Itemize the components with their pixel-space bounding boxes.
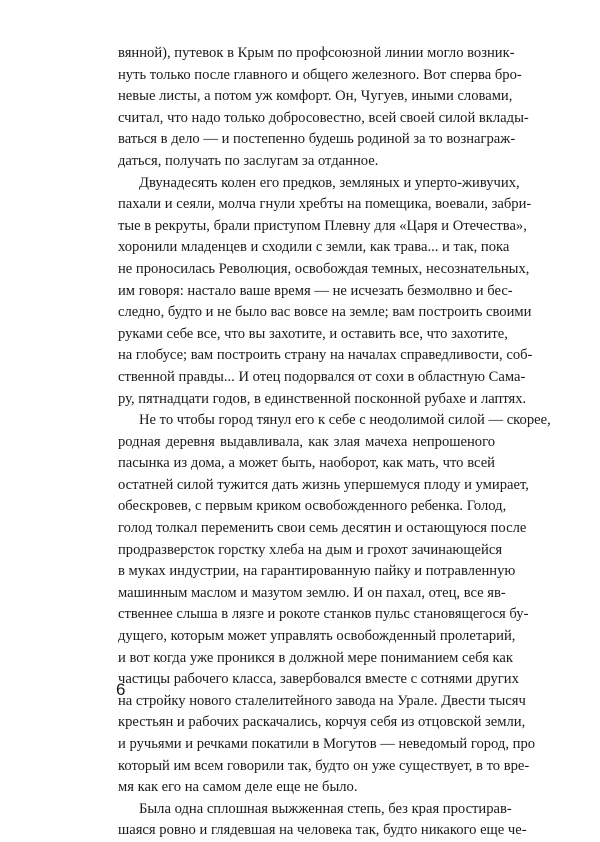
text-line: ру, пятнадцати годов, в единственной посконной рубахе и лаптях.	[118, 390, 527, 407]
text-line: руками себе все, что вы захотите, и оставить все, что захотите,	[118, 325, 508, 342]
text-line: даться, получать по заслугам за отданное.	[118, 152, 379, 169]
text-line: считал, что надо только добросовестно, всей своей силой вклады-	[118, 109, 529, 126]
text-line: следно, будто и не было вас вовсе на земле; вам построить своими	[118, 304, 532, 321]
text-line: Была одна сплошная выжженная степь, без края простирав-	[139, 800, 512, 817]
paragraph	[118, 410, 551, 799]
text-line: ственной правды... И отец подорвался от сохи в областную Сама-	[118, 368, 526, 385]
text-line: мя как его на самом деле еще не было.	[118, 779, 358, 796]
text-line: продразверсток горстку хлеба на дым и грохот зачинающейся	[118, 541, 503, 558]
text-line: и ручьями и речками покатили в Могутов — неведомый город, про	[118, 736, 536, 752]
text-line: который им всем говорили так, будто он уже существует, в то вре-	[118, 757, 530, 774]
text-line: на глобусе; вам построить страну на началах справедливости, соб-	[118, 347, 533, 364]
text-line: крестьян и рабочих раскачались, корчуя себя из отцовской земли,	[118, 714, 526, 731]
text-line: остатней силой тужится дать жизнь упершемуся плоду и умирает,	[118, 476, 529, 493]
text-line: им говоря: настало ваше время — не исчезать безмолвно и бес-	[118, 282, 513, 299]
text-line: родная деревня выдавливала, как злая мачеха непрошеного	[118, 433, 495, 450]
text-line: хоронили младенцев и сходили с земли, как трава... и так, пока	[118, 239, 510, 256]
text-line: ственнее слыша в лязге и рокоте станков пульс становящегося бу-	[118, 606, 529, 623]
paragraph	[118, 43, 529, 173]
text-line: на стройку нового сталелитейного завода на Урале. Двести тысяч	[118, 692, 526, 709]
text-line: не проносилась Революция, освобождая темных, несознательных,	[118, 260, 530, 277]
text-line: Двунадесять колен его предков, земляных и уперто-живучих,	[139, 174, 520, 191]
paragraph	[118, 799, 527, 842]
page-number: 6	[116, 680, 126, 699]
text-line: и вот когда уже проникся в должной мере пониманием себя как	[118, 649, 513, 666]
text-line: частицы рабочего класса, завербовался вместе с сотнями других	[118, 671, 519, 688]
text-line: невые листы, а потом уж комфорт. Он, Чугуев, иными словами,	[118, 88, 513, 105]
text-line: обескровев, с первым криком освобожденного ребенка. Голод,	[118, 498, 507, 515]
text-line: пасынка из дома, а может быть, наоборот, как мать, что всей	[118, 455, 495, 472]
body-text	[118, 43, 551, 842]
text-line: пахали и сеяли, молча гнули хребты на помещика, воевали, забри-	[118, 196, 532, 213]
text-line: дущего, которым может управлять освобожденный пролетарий,	[118, 628, 516, 645]
text-line: ваться в дело — и постепенно будешь родиной за то вознаграж-	[118, 131, 516, 148]
text-line: шаяся ровно и глядевшая на человека так, будто никакого еще че-	[118, 822, 527, 839]
text-line: вянной), путевок в Крым по профсоюзной линии могло возник-	[118, 45, 515, 61]
text-line: в муках индустрии, на гарантированную пайку и потравленную	[118, 563, 516, 580]
text-line: тые в рекруты, брали приступом Плевну для «Царя и Отечества»,	[118, 217, 527, 234]
text-line: голод толкал переменить свои семь десятин и остающуюся после	[118, 520, 527, 537]
text-line: нуть только после главного и общего железного. Вот сперва бро-	[118, 66, 522, 83]
paragraph	[118, 173, 533, 411]
text-line: машинным маслом и мазутом землю. И он пахал, отец, все яв-	[118, 584, 506, 601]
text-line: Не то чтобы город тянул его к себе с неодолимой силой — скорее,	[139, 412, 551, 429]
